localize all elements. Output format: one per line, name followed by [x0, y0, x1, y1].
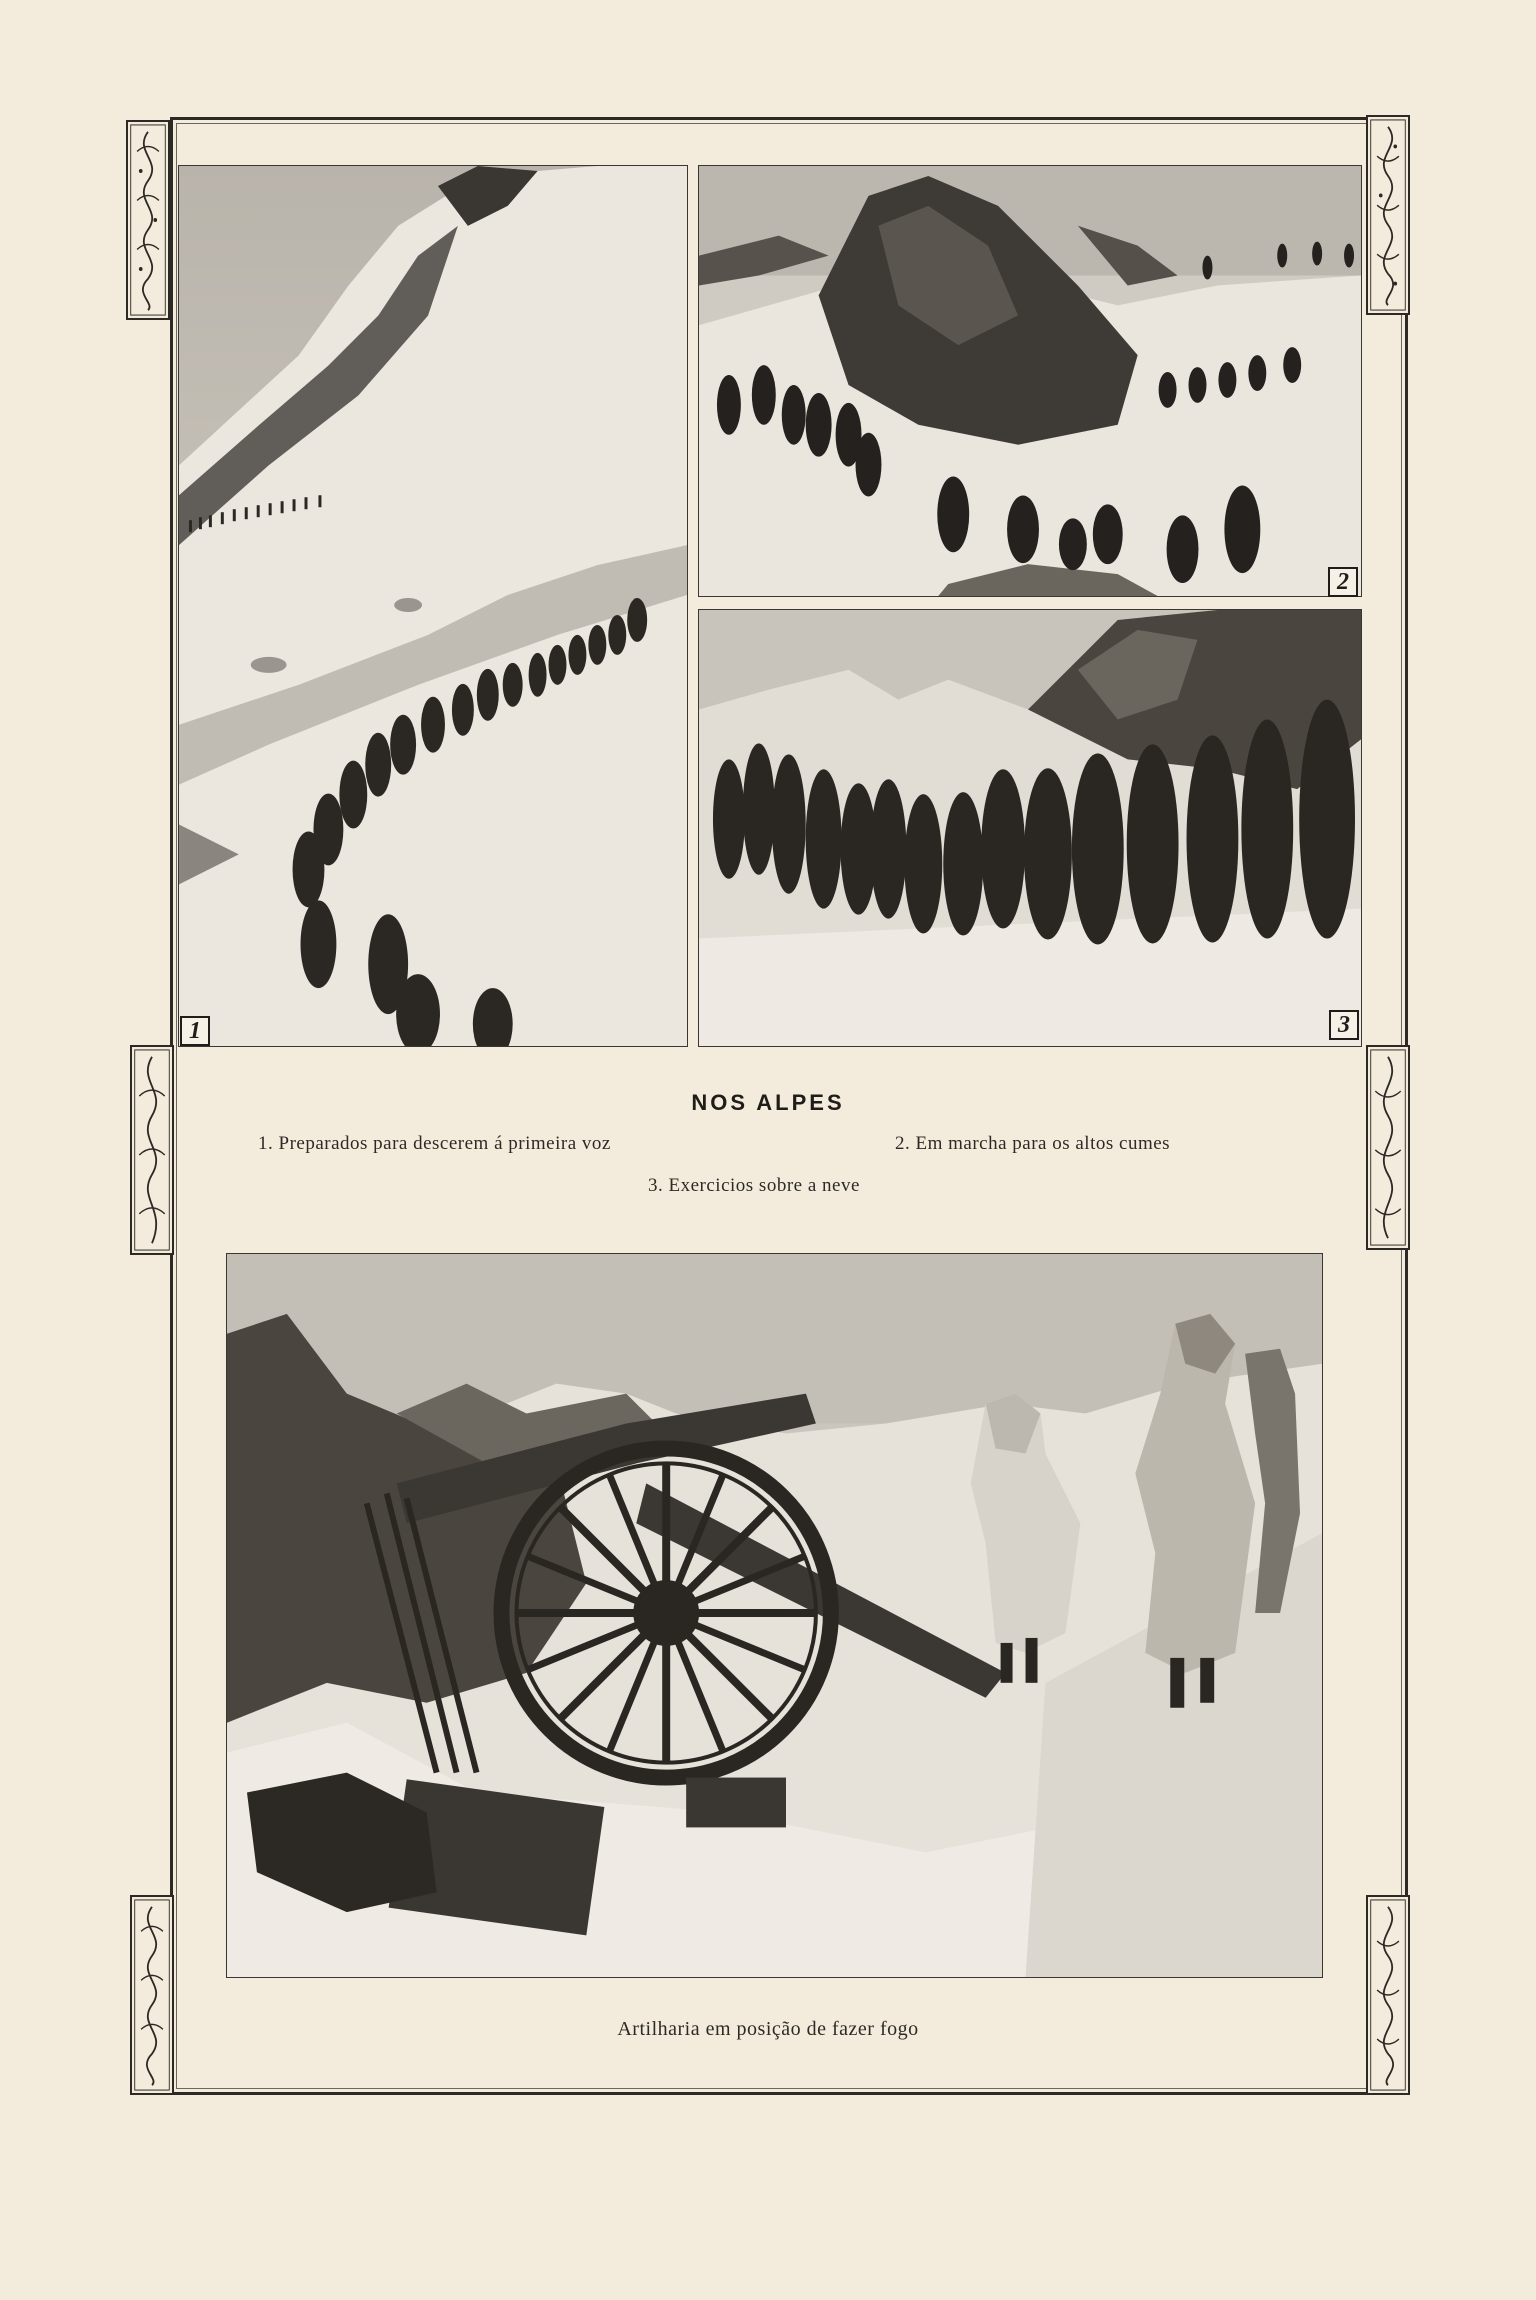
photo-1-number: 1: [180, 1016, 210, 1046]
ornament-mid-left: [130, 1045, 174, 1255]
caption-3: 3. Exercicios sobre a neve: [648, 1175, 860, 1196]
ornament-mid-right: [1366, 1045, 1410, 1250]
caption-2: 2. Em marcha para os altos cumes: [895, 1133, 1171, 1154]
caption-1: 1. Preparados para descerem á primeira voz: [258, 1133, 611, 1154]
ornament-top-right: [1366, 115, 1410, 315]
photo-1-snow-slope-troops: [178, 165, 688, 1047]
photo-3-number: 3: [1329, 1010, 1359, 1040]
caption-artillery: Artilharia em posição de fazer fogo: [617, 2018, 919, 2040]
page-heading: NOS ALPES: [691, 1090, 845, 1115]
ornament-bottom-right: [1366, 1895, 1410, 2095]
ornament-bottom-left: [130, 1895, 174, 2095]
photo-3-snow-exercises: [698, 609, 1362, 1047]
photo-artillery: [226, 1253, 1323, 1978]
ornament-top-left: [126, 120, 170, 320]
photo-2-march-to-summits: [698, 165, 1362, 597]
photo-2-number: 2: [1328, 567, 1358, 597]
